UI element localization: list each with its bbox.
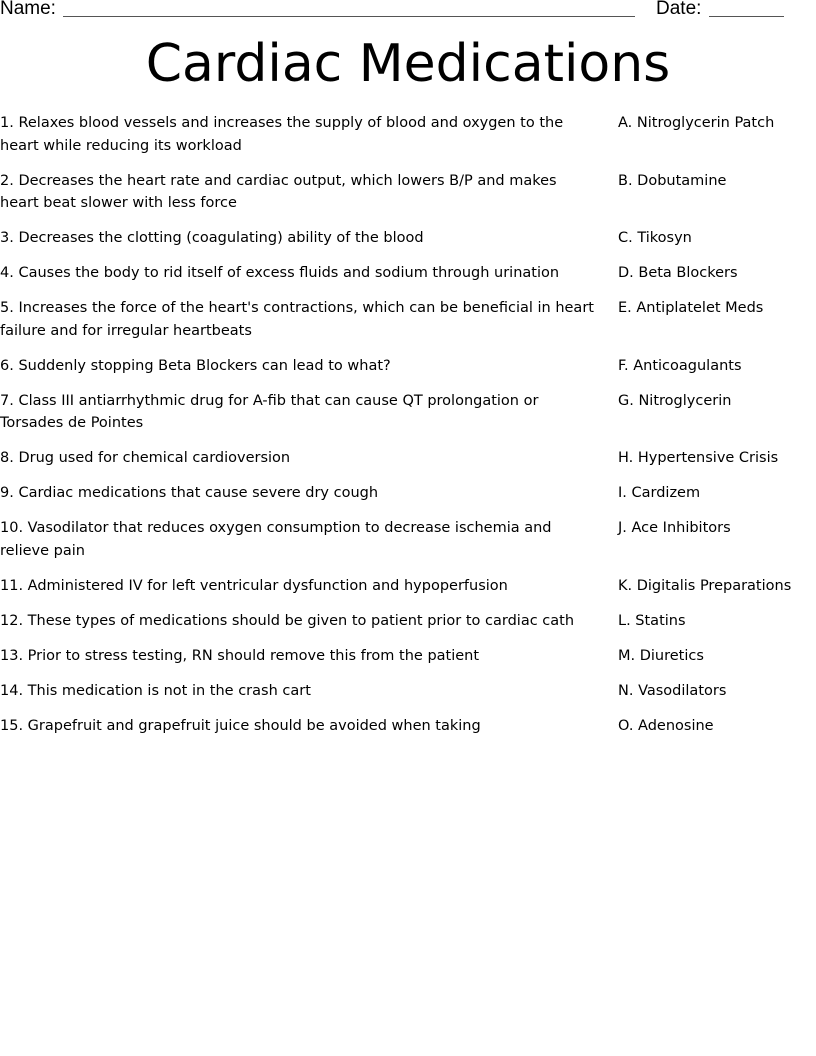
clue-text: 10. Vasodilator that reduces oxygen consumption to decrease ischemia and relieve pain — [0, 520, 552, 559]
list-item — [0, 715, 816, 738]
list-item — [0, 482, 816, 505]
clue-text: 11. Administered IV for left ventricular dysfunction and hypoperfusion — [0, 577, 508, 594]
clue-text: 12. These types of medications should be given to patient prior to cardiac cath — [0, 612, 575, 629]
answer-option: A. Nitroglycerin Patch — [618, 115, 775, 131]
page-title: Cardiac Medications — [145, 34, 671, 94]
clue-text: 13. Prior to stress testing, RN should remove this from the patient — [0, 647, 480, 664]
clue-text: 7. Class III antiarrhythmic drug for A-fib that can cause QT prolongation or Torsades de Pointes — [0, 392, 539, 431]
answer-option: E. Antiplatelet Meds — [618, 300, 764, 316]
name-blank-line[interactable] — [63, 16, 635, 17]
clue-text: 6. Suddenly stopping Beta Blockers can lead to what? — [0, 357, 391, 374]
clue-text: 8. Drug used for chemical cardioversion — [0, 450, 291, 466]
list-item — [0, 297, 816, 342]
clue-text: 1. Relaxes blood vessels and increases the supply of blood and oxygen to the heart while reducing its workload — [0, 115, 564, 154]
matching-list — [0, 112, 816, 750]
list-item — [0, 447, 816, 470]
answer-option: F. Anticoagulants — [618, 357, 742, 374]
list-item — [0, 610, 816, 633]
clue-text: 9. Cardiac medications that cause severe dry cough — [0, 485, 379, 501]
clue-text: 14. This medication is not in the crash cart — [0, 682, 311, 699]
answer-option: N. Vasodilators — [618, 682, 727, 699]
name-label: Name: — [0, 0, 56, 19]
clue-text: 2. Decreases the heart rate and cardiac output, which lowers B/P and makes heart beat slower with less force — [0, 172, 557, 211]
answer-option: L. Statins — [618, 612, 686, 629]
list-item — [0, 262, 816, 285]
list-item — [0, 575, 816, 598]
clue-text: 4. Causes the body to rid itself of excess fluids and sodium through urination — [0, 265, 560, 281]
answer-option: J. Ace Inhibitors — [618, 520, 731, 536]
list-item — [0, 390, 816, 435]
answer-option: G. Nitroglycerin — [618, 392, 732, 409]
answer-option: C. Tikosyn — [618, 230, 692, 246]
clue-text: 5. Increases the force of the heart's contractions, which can be beneficial in heart failure and for irregular heartbeats — [0, 300, 594, 339]
list-item — [0, 645, 816, 668]
list-item — [0, 355, 816, 378]
answer-option: K. Digitalis Preparations — [618, 577, 792, 594]
clue-text: 15. Grapefruit and grapefruit juice should be avoided when taking — [0, 717, 481, 734]
list-item — [0, 680, 816, 703]
list-item — [0, 112, 816, 157]
date-blank-line[interactable] — [709, 16, 784, 17]
clue-text: 3. Decreases the clotting (coagulating) ability of the blood — [0, 230, 424, 246]
answer-option: B. Dobutamine — [618, 172, 727, 189]
answer-option: O. Adenosine — [618, 717, 714, 734]
date-label: Date: — [656, 0, 702, 19]
answer-option: I. Cardizem — [618, 485, 701, 501]
list-item — [0, 170, 816, 215]
list-item — [0, 517, 816, 562]
worksheet-header — [0, 0, 816, 24]
answer-option: M. Diuretics — [618, 647, 704, 664]
list-item — [0, 227, 816, 250]
answer-option: H. Hypertensive Crisis — [618, 450, 779, 466]
answer-option: D. Beta Blockers — [618, 265, 738, 281]
